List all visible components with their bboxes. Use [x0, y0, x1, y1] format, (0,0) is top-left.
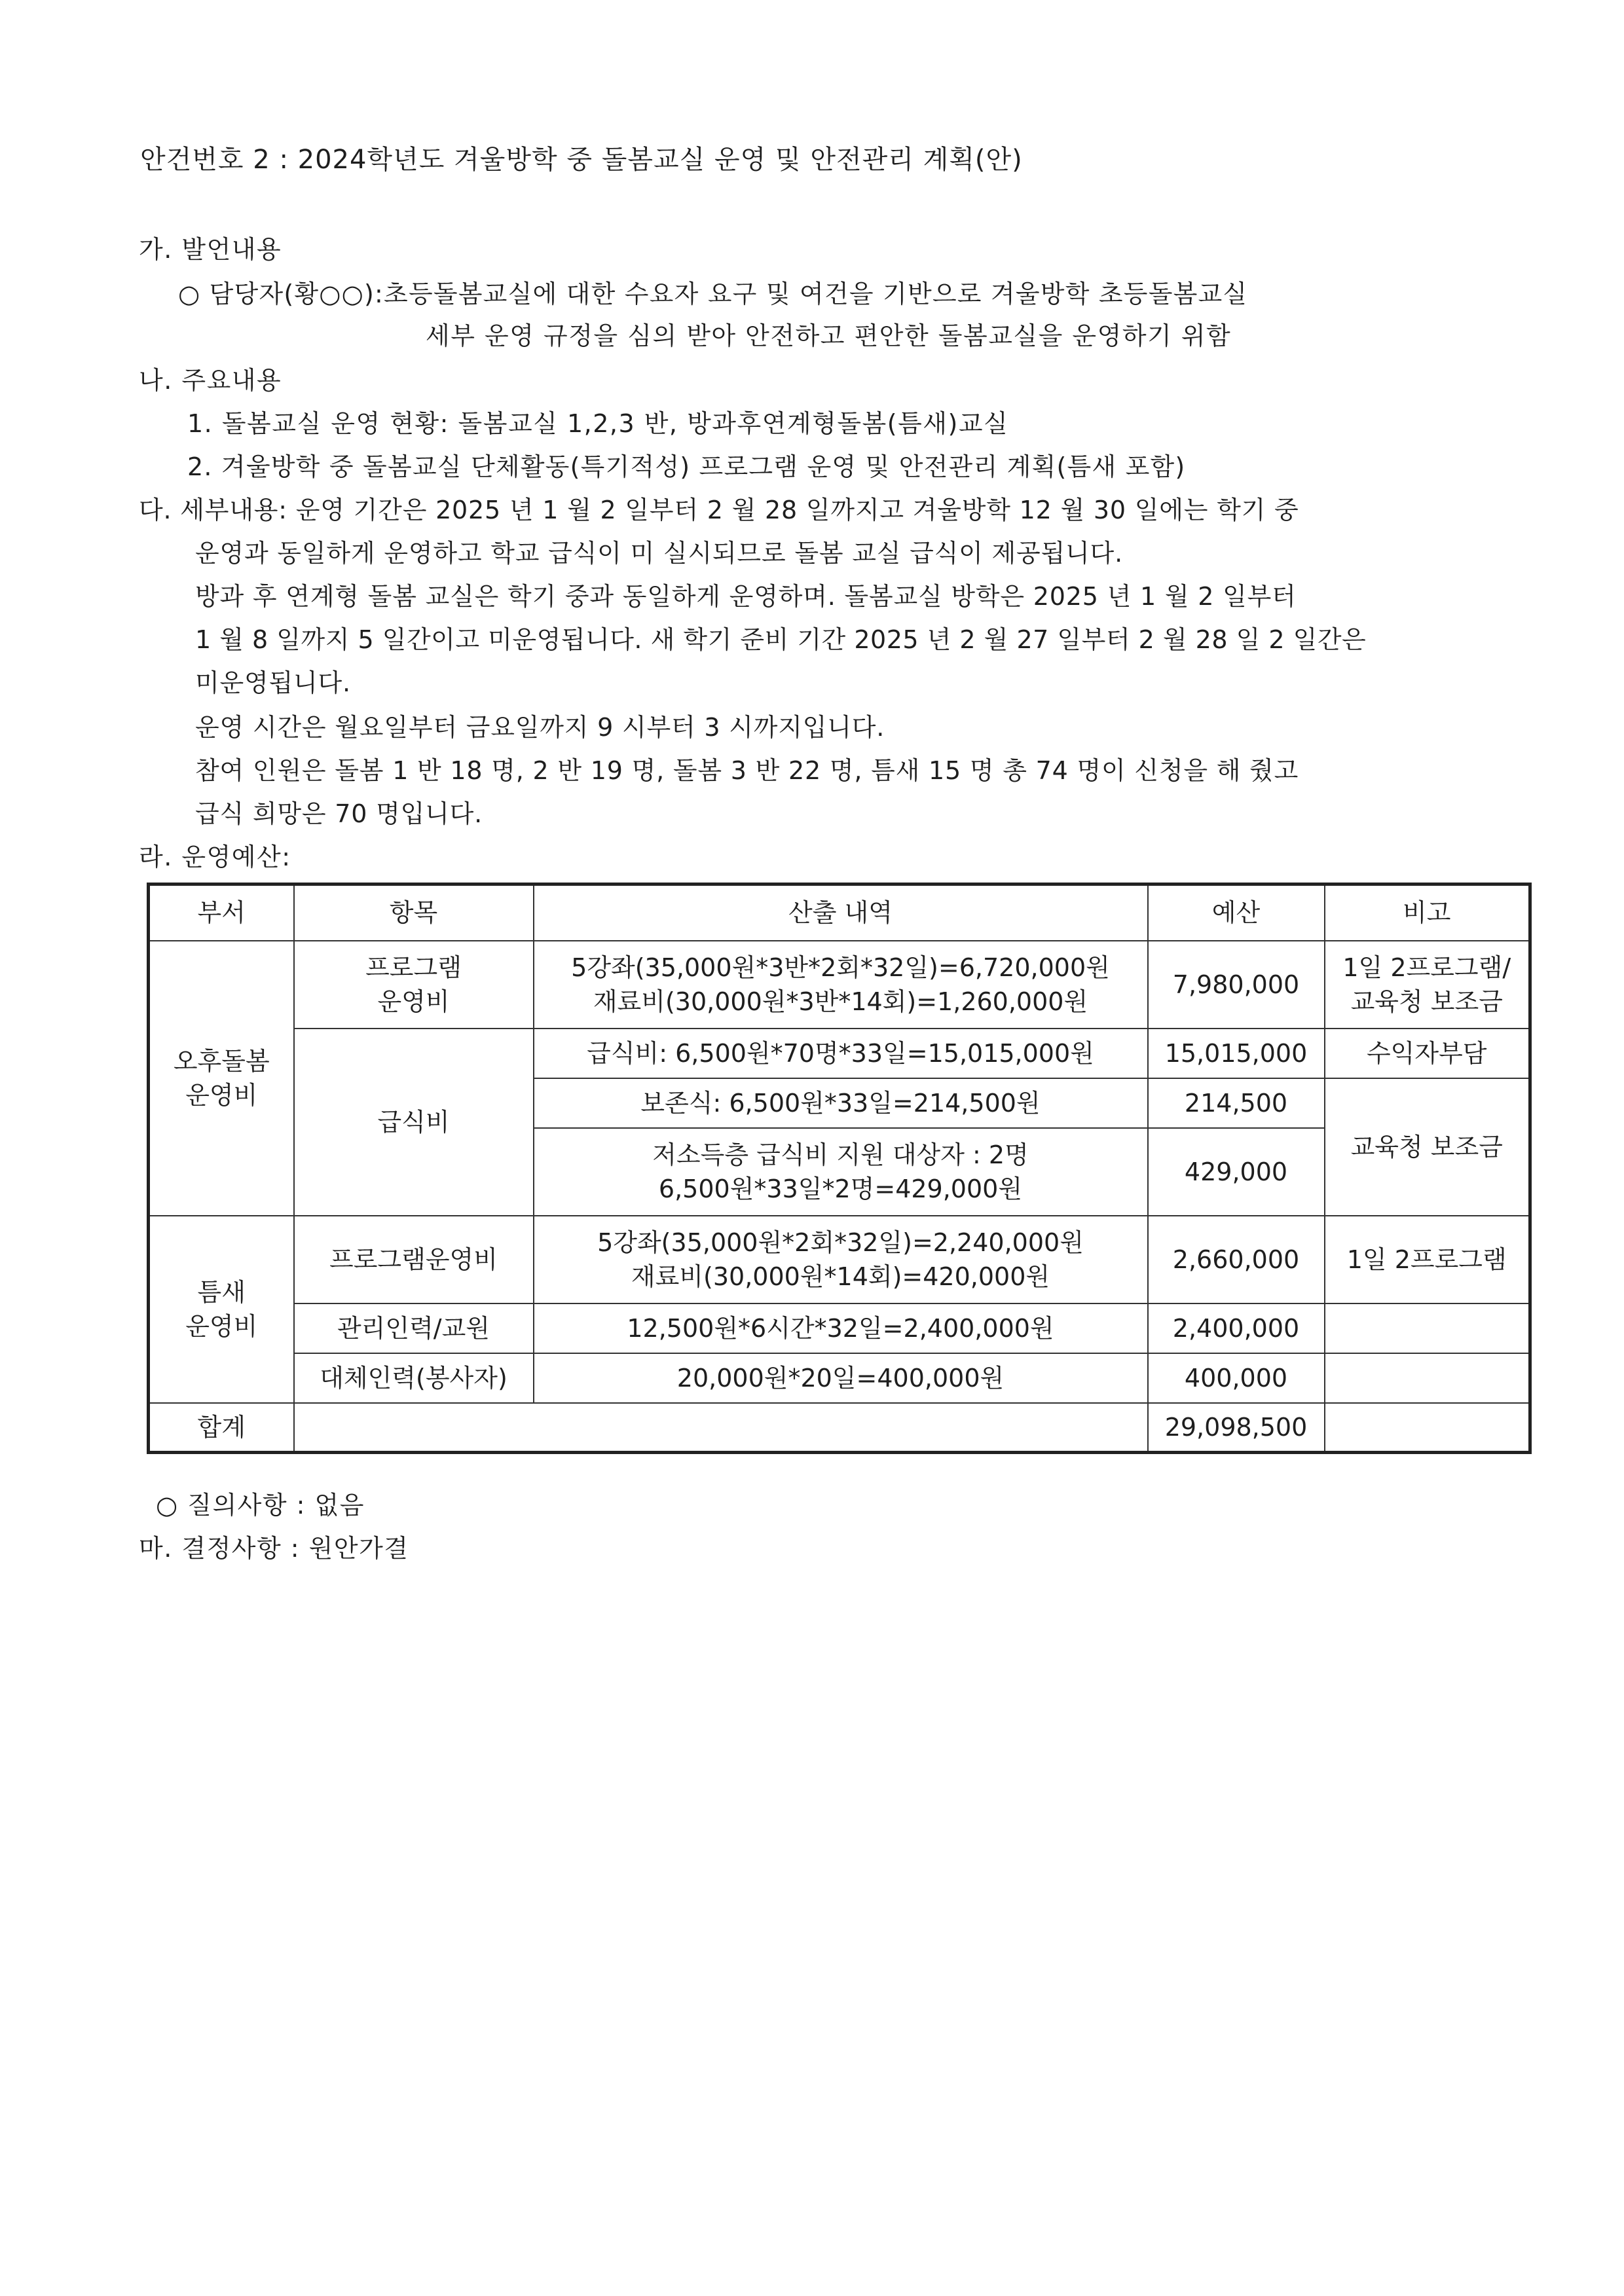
table-row	[149, 1216, 1530, 1303]
dept-teumsae: 틈새 운영비	[149, 1216, 294, 1403]
details-line1: 다. 세부내용: 운영 기간은 2025 년 1 월 2 일부터 2 월 28 일까지고 겨울방학 12 월 30 일에는 학기 중	[139, 496, 1299, 524]
calc-management-staff: 12,500원*6시간*32일=2,400,000원	[534, 1303, 1148, 1353]
total-budget: 29,098,500	[1148, 1403, 1325, 1453]
budget-program-cost: 7,980,000	[1148, 941, 1325, 1029]
item-management-staff: 관리인력/교원	[294, 1303, 534, 1353]
header-dept: 부서	[149, 884, 294, 941]
header-item: 항목	[294, 884, 534, 941]
note-program-cost: 1일 2프로그램/ 교육청 보조금	[1325, 941, 1530, 1029]
calc-meal-cost: 급식비: 6,500원*70명*33일=15,015,000원	[534, 1029, 1148, 1078]
header-calculation: 산출 내역	[534, 884, 1148, 941]
calc-program-cost: 5강좌(35,000원*3반*2회*32일)=6,720,000원 재료비(30,000원*3반*14회)=1,260,000원	[534, 941, 1148, 1029]
total-empty-cell	[294, 1403, 1148, 1453]
table-header-row	[149, 884, 1530, 941]
dept-afternoon-care: 오후돌봄 운영비	[149, 941, 294, 1216]
table-row	[149, 941, 1530, 1029]
details-line7: 참여 인원은 돌봄 1 반 18 명, 2 반 19 명, 돌봄 3 반 22 명, 틈새 15 명 총 74 명이 신청을 해 줬고	[195, 756, 1299, 785]
header-budget: 예산	[1148, 884, 1325, 941]
details-line5: 미운영됩니다.	[195, 668, 351, 697]
section-ga-heading: 가. 발언내용	[139, 235, 282, 264]
header-note: 비고	[1325, 884, 1530, 941]
table-row	[149, 1029, 1530, 1078]
details-line3: 방과 후 연계형 돌봄 교실은 학기 중과 동일하게 운영하며. 돌봄교실 방학은 2025 년 1 월 2 일부터	[195, 582, 1297, 611]
section-na-heading: 나. 주요내용	[139, 366, 282, 395]
total-note	[1325, 1403, 1530, 1453]
details-line4: 1 월 8 일까지 5 일간이고 미운영됩니다. 새 학기 준비 기간 2025 년 2 월 27 일부터 2 월 28 일 2 일간은	[195, 625, 1367, 654]
calc-substitute-staff: 20,000원*20일=400,000원	[534, 1353, 1148, 1403]
main-content-item2: 2. 겨울방학 중 돌봄교실 단체활동(특기적성) 프로그램 운영 및 안전관리 계획(틈새 포함)	[187, 452, 1186, 481]
speaker-statement-line1: ○ 담당자(황○○):초등돌봄교실에 대한 수요자 요구 및 여건을 기반으로 겨울방학 초등돌봄교실	[178, 280, 1248, 308]
item-meal-cost: 급식비	[294, 1029, 534, 1216]
table-row	[149, 1353, 1530, 1403]
table-row	[149, 1303, 1530, 1353]
budget-teumsae-program: 2,660,000	[1148, 1216, 1325, 1303]
main-content-item1: 1. 돌봄교실 운영 현황: 돌봄교실 1,2,3 반, 방과후연계형돌봄(틈새)교실	[187, 409, 1009, 438]
agenda-title: 안건번호 2 : 2024학년도 겨울방학 중 돌봄교실 운영 및 안전관리 계획(안)	[140, 145, 1023, 175]
details-line6: 운영 시간은 월요일부터 금요일까지 9 시부터 3 시까지입니다.	[195, 713, 885, 742]
budget-meal-cost: 15,015,000	[1148, 1029, 1325, 1078]
details-line8: 급식 희망은 70 명입니다.	[195, 799, 483, 828]
questions-line: ○ 질의사항 : 없음	[156, 1491, 365, 1520]
note-management-staff	[1325, 1303, 1530, 1353]
table-total-row	[149, 1403, 1530, 1453]
note-teumsae-program: 1일 2프로그램	[1325, 1216, 1530, 1303]
calc-preserved-food: 보존식: 6,500원*33일=214,500원	[534, 1078, 1148, 1128]
decision-line: 마. 결정사항 : 원안가결	[139, 1534, 409, 1563]
note-substitute-staff	[1325, 1353, 1530, 1403]
calc-low-income-meal: 저소득층 급식비 지원 대상자 : 2명 6,500원*33일*2명=429,000원	[534, 1128, 1148, 1216]
budget-management-staff: 2,400,000	[1148, 1303, 1325, 1353]
note-education-office-subsidy: 교육청 보조금	[1325, 1078, 1530, 1216]
item-teumsae-program: 프로그램운영비	[294, 1216, 534, 1303]
total-label: 합계	[149, 1403, 294, 1453]
note-meal-cost: 수익자부담	[1325, 1029, 1530, 1078]
item-program-cost: 프로그램 운영비	[294, 941, 534, 1029]
details-line2: 운영과 동일하게 운영하고 학교 급식이 미 실시되므로 돌봄 교실 급식이 제공됩니다.	[195, 539, 1123, 568]
budget-table	[147, 883, 1532, 1454]
budget-low-income-meal: 429,000	[1148, 1128, 1325, 1216]
budget-preserved-food: 214,500	[1148, 1078, 1325, 1128]
speaker-statement-line2: 세부 운영 규정을 심의 받아 안전하고 편안한 돌봄교실을 운영하기 위함	[426, 321, 1232, 350]
section-ra-heading: 라. 운영예산:	[139, 843, 291, 871]
item-substitute-staff: 대체인력(봉사자)	[294, 1353, 534, 1403]
budget-substitute-staff: 400,000	[1148, 1353, 1325, 1403]
calc-teumsae-program: 5강좌(35,000원*2회*32일)=2,240,000원 재료비(30,000원*14회)=420,000원	[534, 1216, 1148, 1303]
